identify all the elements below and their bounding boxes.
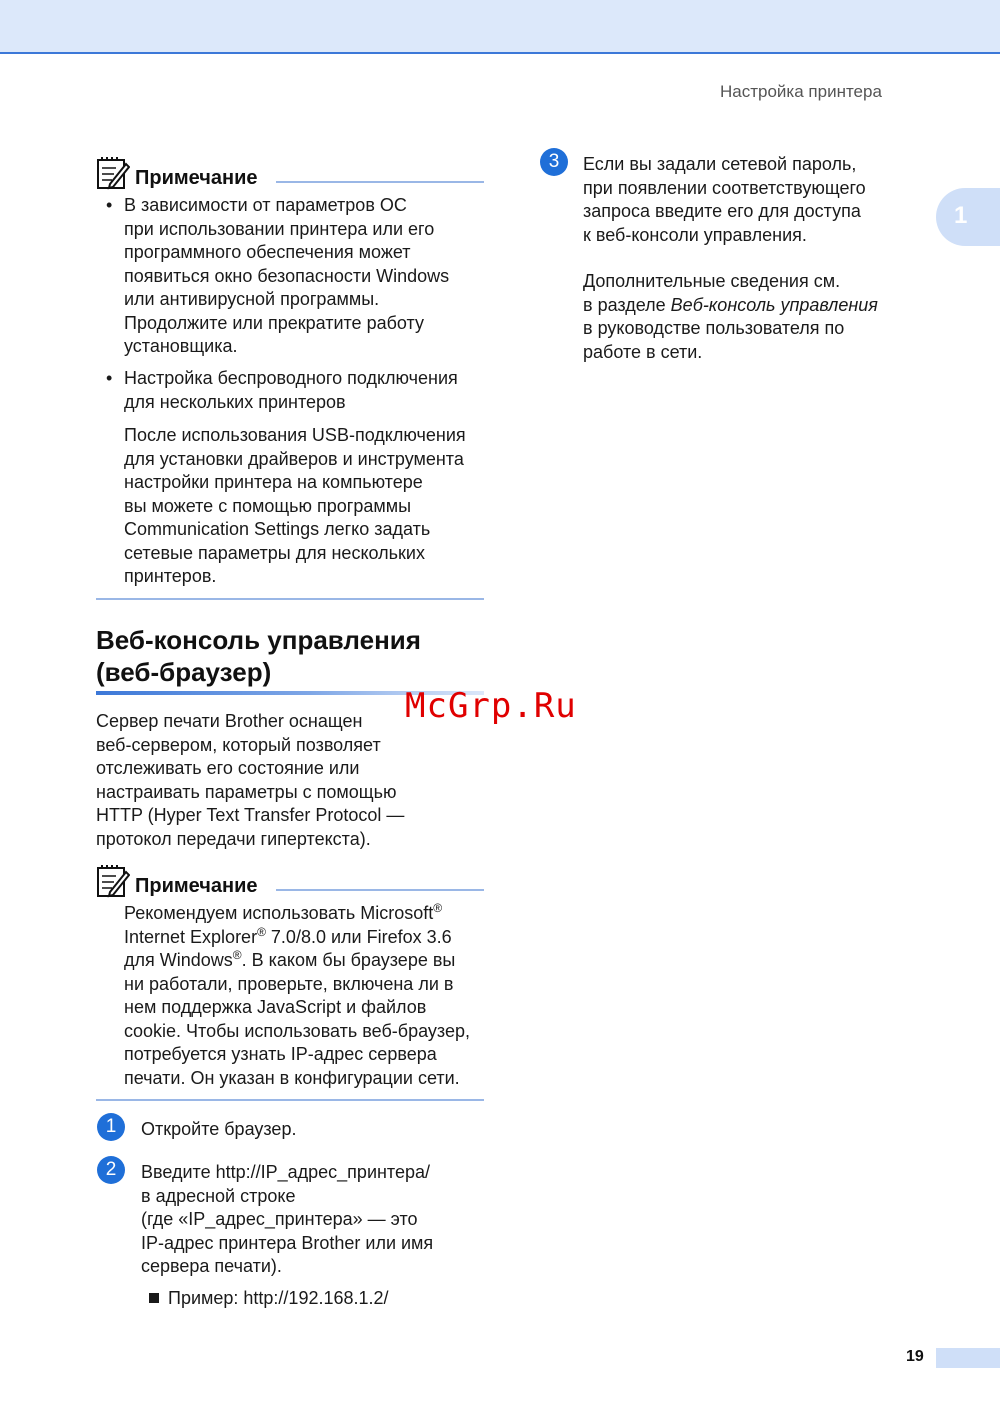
step-text [141,1118,296,1142]
note-paragraph [124,424,466,589]
square-bullet [149,1293,159,1303]
more-info [583,270,878,364]
note-end-rule [96,1099,484,1101]
text-line: ни работали, проверьте, включена ли в [124,973,454,994]
text-line: появиться окно безопасности Windows [124,265,450,286]
heading-line: Веб-консоль управления [96,625,421,655]
note-bullet-text [124,194,449,359]
text-line: для установки драйверов и инструмента [124,448,464,469]
header-bar [0,0,1000,54]
example-text: Пример: http://192.168.1.2/ [168,1288,389,1308]
watermark: McGrp.Ru [405,686,577,726]
text-line: (где «IP_адрес_принтера» — это [141,1209,418,1229]
note-end-rule [96,598,484,600]
step-number-badge: 2 [97,1156,125,1184]
text-line: программного обеспечения может [124,242,411,262]
note-header [96,864,484,904]
text-line: к веб-консоли управления. [583,224,807,245]
note-rule [276,181,484,183]
note-title: Примечание [135,167,258,189]
text-line [124,949,470,973]
text-line [583,294,878,318]
registered-mark: ® [433,901,443,915]
bullet-dot: • [106,368,113,388]
text-line [124,902,470,926]
notepad-icon [96,864,130,898]
text-line: настраивать параметры с помощью [96,781,397,802]
text-line: сервера печати). [141,1256,282,1276]
chapter-number: 1 [954,202,968,229]
text-line [124,926,470,950]
text-line: печати. Он указан в конфигурации сети. [124,1067,460,1088]
notepad-icon [96,156,130,190]
text-span: Internet Explorer [124,926,258,947]
chapter-tab [936,188,1000,246]
page-tab [936,1348,1000,1368]
text-line: при появлении соответствующего [583,177,866,198]
text-line: установщика. [124,336,238,356]
text-line: при использовании принтера или его [124,218,435,239]
text-line: для нескольких принтеров [124,391,346,412]
text-span: в разделе [583,294,671,315]
note-bullet-text [124,367,458,414]
text-line: запроса введите его для доступа [583,201,861,221]
text-line: потребуется узнать IP-адрес сервера [124,1044,437,1064]
text-line: Введите http://IP_адрес_принтера/ [141,1162,431,1182]
text-line: Дополнительные сведения см. [583,271,841,291]
text-line: Communication Settings легко задать [124,519,431,539]
step-number-badge: 3 [540,148,568,176]
text-span: 7.0/8.0 или Firefox 3.6 [265,926,452,947]
text-line: Продолжите или прекратите работу [124,312,424,333]
text-line: После использования USB-подключения [124,425,466,445]
text-line: Сервер печати Brother оснащен [96,711,363,731]
note-rule [276,889,484,891]
note-title: Примечание [135,875,258,897]
text-line: IP-адрес принтера Brother или имя [141,1232,434,1253]
registered-mark: ® [257,924,266,939]
text-line: или антивирусной программы. [124,289,380,309]
text-line: в руководстве пользователя по [583,318,845,338]
text-line: в адресной строке [141,1185,296,1206]
bullet-dot: • [106,195,113,215]
note-header [96,156,484,196]
cross-reference: Веб-консоль управления [670,294,878,315]
text-line: протокол передачи гипертекста). [96,828,371,849]
section-intro [96,710,404,851]
text-span: . В каком бы браузере вы [241,950,456,970]
text-line: сетевые параметры для нескольких [124,542,425,563]
page-number: 19 [906,1348,924,1365]
text-line: В зависимости от параметров ОС [124,195,407,215]
step-text [583,153,866,247]
running-title: Настройка принтера [720,82,882,101]
text-span: для Windows [124,950,233,970]
text-line: Если вы задали сетевой пароль, [583,154,857,174]
text-line: нем поддержка JavaScript и файлов [124,997,427,1017]
step-text [141,1161,433,1279]
text-line: Откройте браузер. [141,1119,297,1139]
text-line: HTTP (Hyper Text Transfer Protocol — [96,805,405,825]
note-paragraph [124,902,470,1090]
text-line: принтеров. [124,566,217,586]
text-line: настройки принтера на компьютере [124,472,423,492]
text-line: Настройка беспроводного подключения [124,368,458,388]
text-line: вы можете с помощью программы [124,495,412,516]
text-line: веб-сервером, который позволяет [96,734,381,755]
step-number-badge: 1 [97,1113,125,1141]
section-heading [96,624,496,688]
registered-mark: ® [232,948,242,962]
text-line: отслеживать его состояние или [96,758,360,778]
heading-line: (веб-браузер) [96,657,272,687]
text-line: cookie. Чтобы использовать веб-браузер, [124,1020,470,1041]
text-line: работе в сети. [583,341,703,362]
text-span: Рекомендуем использовать Microsoft [124,903,434,923]
